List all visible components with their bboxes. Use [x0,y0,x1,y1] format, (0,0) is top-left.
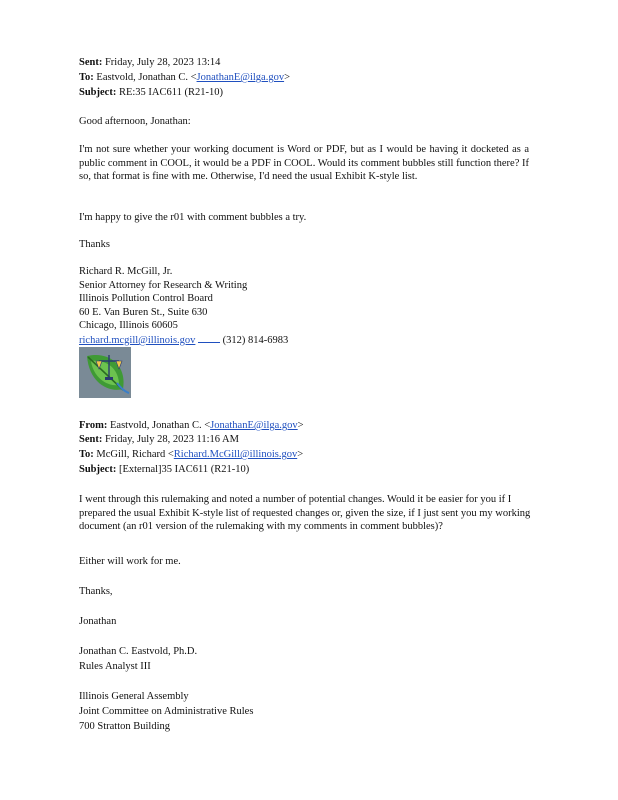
reply-to-row: To: Eastvold, Jonathan C. <JonathanE@ilga.gov> [79,72,290,83]
reply-body-paragraph-1: I'm not sure whether your working document is Word or PDF, but as I would be having it docketed as a public comment in COOL, it would be a PDF in COOL. Would its comment bubbles still function there? If so, that format is fine with me. Otherwise, I'd need the usual Exhibit K-style list. [79,144,529,182]
signature-name: Richard R. McGill, Jr. [79,266,173,277]
subject-value: RE:35 IAC611 (R21-10) [118,87,223,98]
reply-body-paragraph-2: I'm happy to give the r01 with comment bubbles a try. [79,212,307,223]
signature-title: Senior Attorney for Research & Writing [79,280,248,291]
leaf-scales-icon [79,347,131,398]
signature-org: Illinois Pollution Control Board [79,293,213,304]
original-signature-title: Rules Analyst III [79,661,151,672]
original-signature-dept: Joint Committee on Administrative Rules [79,706,254,717]
subject-label: Subject: [79,464,117,475]
to-email-link[interactable]: JonathanE@ilga.gov [196,72,285,83]
link-underline-tail [198,333,220,343]
original-from-row: From: Eastvold, Jonathan C. <JonathanE@ilga.gov> [79,420,304,431]
sent-value: Friday, July 28, 2023 11:16 AM [104,434,239,445]
original-to-row: To: McGill, Richard <Richard.McGill@illinois.gov> [79,449,304,460]
original-sender-name: Jonathan [79,616,117,627]
signature-address: 60 E. Van Buren St., Suite 630 [79,307,208,318]
greeting: Good afternoon, Jonathan: [79,116,191,127]
reply-sent-row [79,56,220,69]
subject-value: [External]35 IAC611 (R21-10) [118,464,250,475]
signature-email-link[interactable]: richard.mcgill@illinois.gov [79,335,196,346]
from-email-link[interactable]: JonathanE@ilga.gov [210,420,298,431]
to-name: Eastvold, Jonathan C. < [96,72,197,83]
reply-thanks: Thanks [79,239,110,250]
original-signature-org: Illinois General Assembly [79,691,189,702]
signature-phone: (312) 814-6983 [222,335,289,346]
pollution-control-board-logo [79,347,131,398]
subject-label: Subject: [79,87,117,98]
signature-contact-row [79,333,288,347]
original-thanks: Thanks, [79,586,113,597]
original-body-paragraph-1: I went through this rulemaking and noted a number of potential changes. Would it be easier for you if I prepared the usual Exhibit K-style list of requested changes or, given the size, if I just sent you my working document (an r01 version of the rulemaking with my comments in comment bubbles)? [79,494,531,532]
to-label: To: [79,72,94,83]
sent-value: Friday, July 28, 2023 13:14 [104,57,221,68]
to-name: McGill, Richard < [96,449,174,460]
sent-label: Sent: [79,57,103,68]
from-label: From: [79,420,108,431]
original-sent-row [79,433,239,446]
original-signature-address: 700 Stratton Building [79,721,171,732]
signature-city: Chicago, Illinois 60605 [79,320,178,331]
original-signature-name: Jonathan C. Eastvold, Ph.D. [79,646,198,657]
original-body-paragraph-2: Either will work for me. [79,556,181,567]
to-email-link[interactable]: Richard.McGill@illinois.gov [173,449,298,460]
sent-label: Sent: [79,434,103,445]
from-name: Eastvold, Jonathan C. < [110,420,211,431]
original-subject-row [79,463,249,476]
reply-subject-row [79,86,223,99]
to-label: To: [79,449,94,460]
